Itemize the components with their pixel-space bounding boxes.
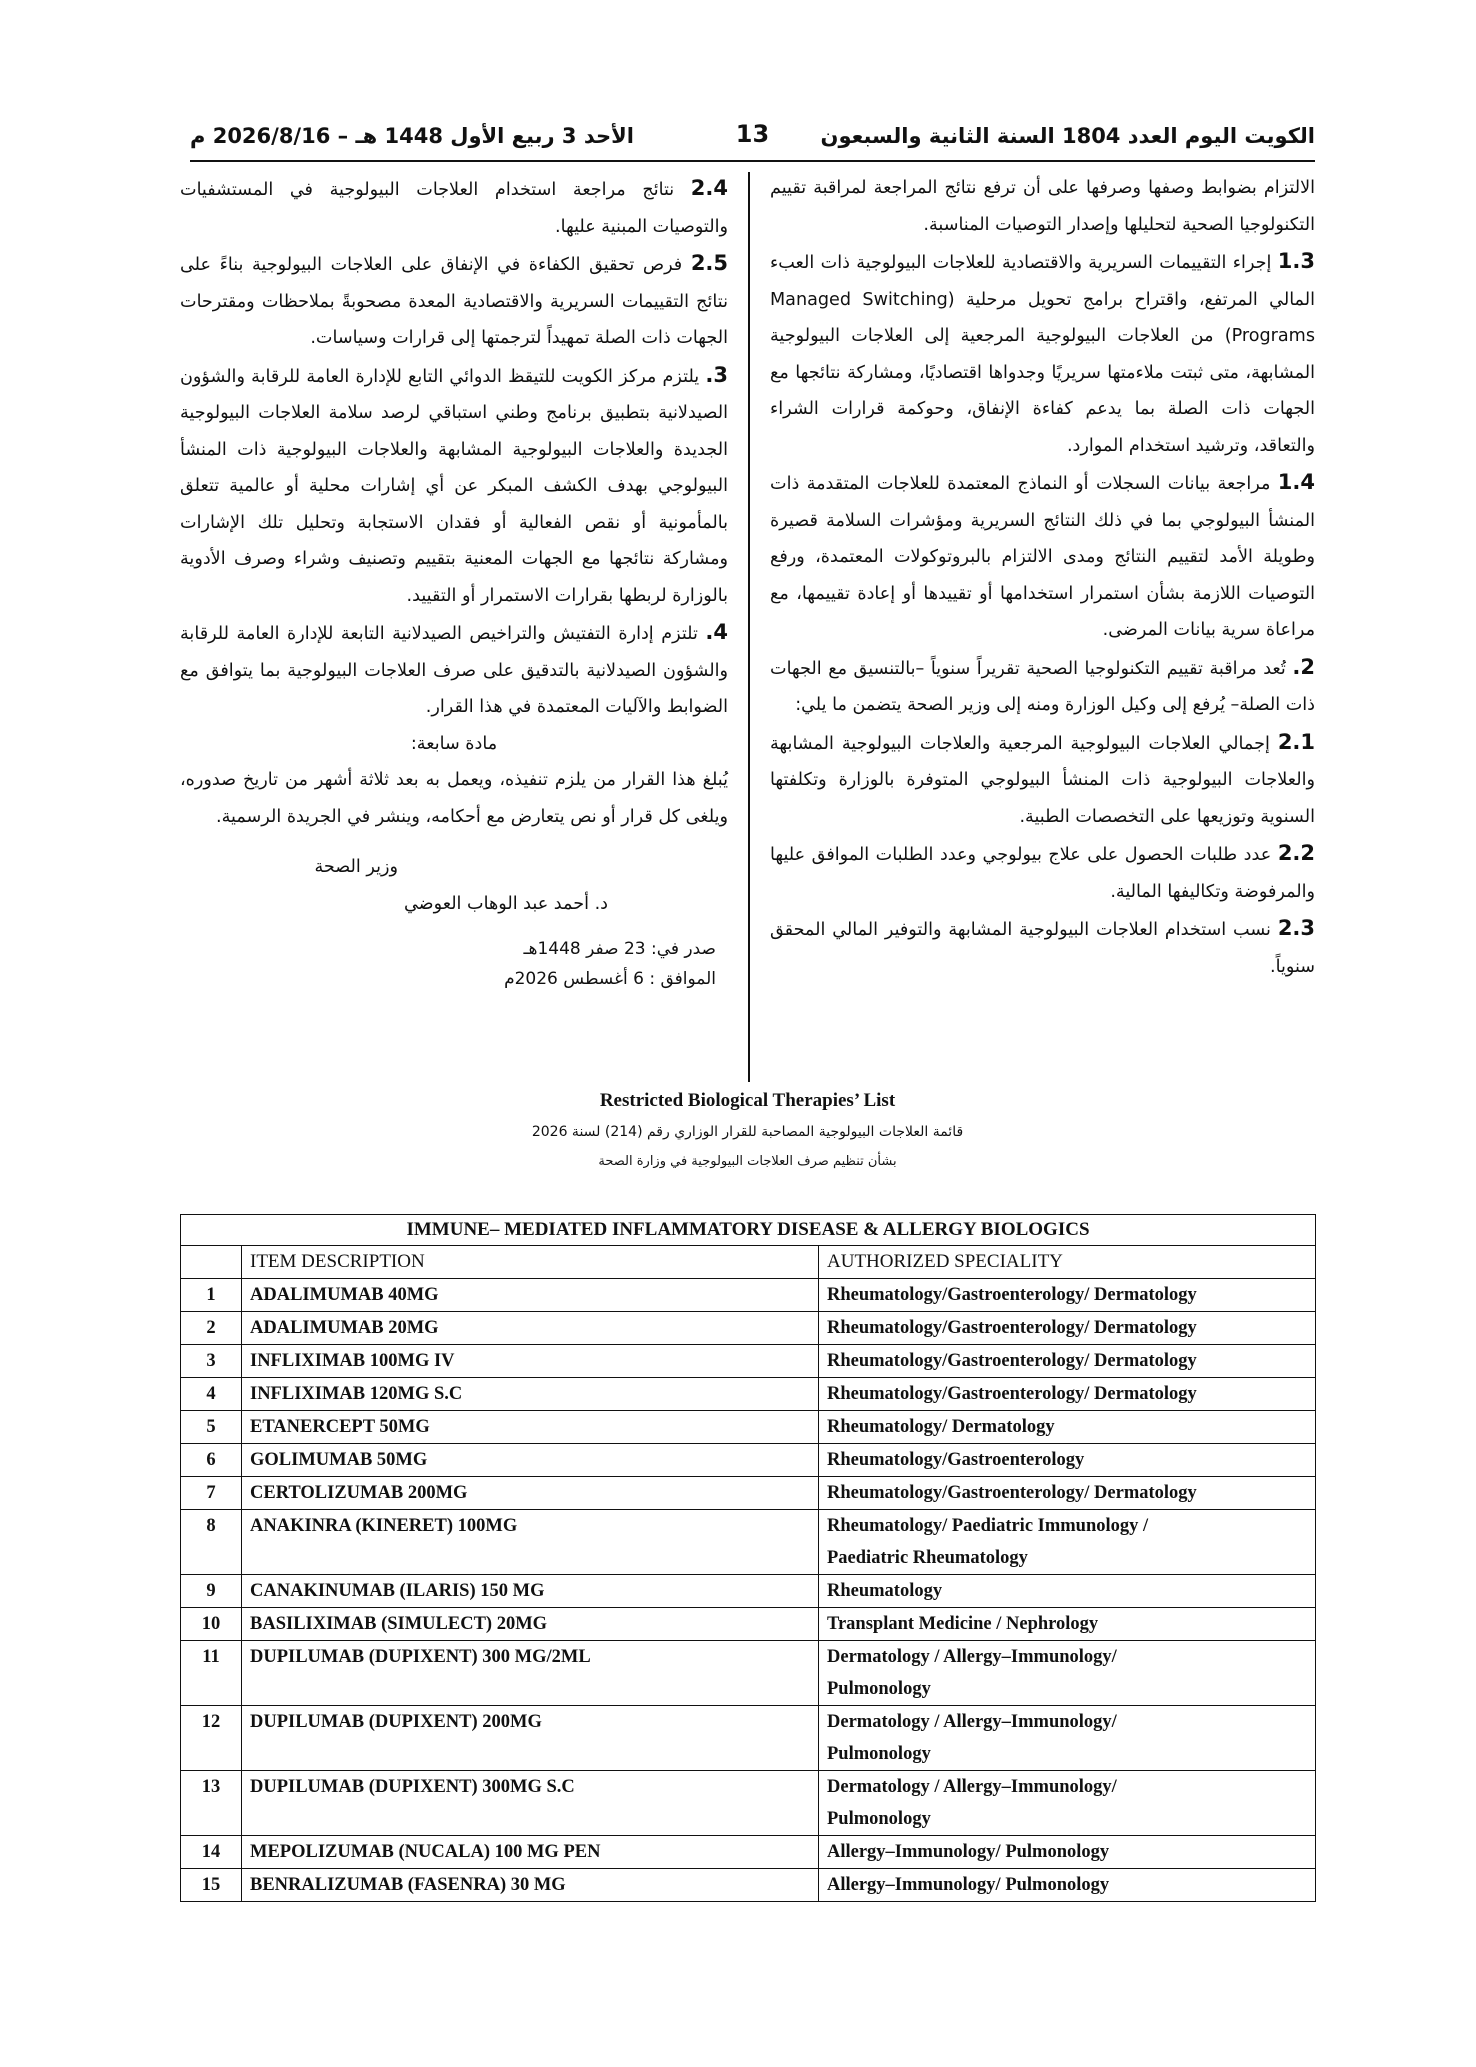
speciality-line: Dermatology / Allergy–Immunology/: [827, 1777, 1117, 1797]
left-column: [180, 170, 728, 994]
row-number: 7: [181, 1477, 242, 1510]
row-number: 9: [181, 1575, 242, 1608]
speciality-line: Pulmonology: [827, 1809, 931, 1829]
issued-date-gregorian: الموافق : 6 أغسطس 2026م: [504, 969, 716, 989]
paragraph-text: نسب استخدام العلاجات البيولوجية المشابهة والتوفير المالي المحقق سنوياً.: [770, 920, 1315, 977]
right-column: [770, 170, 1315, 985]
table-row: [181, 1706, 1316, 1771]
speciality-line: Rheumatology: [827, 1581, 943, 1601]
paragraph: [770, 464, 1315, 649]
speciality-line: Allergy–Immunology/ Pulmonology: [827, 1842, 1110, 1862]
paragraph: [770, 724, 1315, 836]
paragraph-text: مراجعة بيانات السجلات أو النماذج المعتمدة للعلاجات المتقدمة ذات المنشأ البيولوجي بما في ذلك النتائج السريرية ومؤشرات السلامة قصيرة وطويلة الأمد لتقييم النتائج ومدى الالتزام بالبروتوكولات المعتمدة، ورفع التوصيات اللازمة بشأن استمرار استخدامها أو تقييدها أو إعادة تقييمها، مع مراعاة سرية بيانات المرضى.: [770, 474, 1315, 640]
authorized-speciality: [819, 1510, 1316, 1575]
table-row: [181, 1771, 1316, 1836]
paragraph: [770, 649, 1315, 724]
table-row: [181, 1608, 1316, 1641]
row-number: 8: [181, 1510, 242, 1575]
authorized-speciality: [819, 1477, 1316, 1510]
list-subtitle: قائمة العلاجات البيولوجية المصاحبة للقرار الوزاري رقم (214) لسنة 2026: [531, 1124, 964, 1140]
item-description: ADALIMUMAB 40MG: [242, 1279, 819, 1312]
header-item-description: ITEM DESCRIPTION: [242, 1246, 819, 1279]
paragraph-number: 2.: [1292, 654, 1315, 679]
paragraph: [180, 170, 728, 245]
article-text: يُبلغ هذا القرار من يلزم تنفيذه، ويعمل به بعد ثلاثة أشهر من تاريخ صدوره، ويلغى كل قرار أو نص يتعارض مع أحكامه، وينشر في الجريدة الرسمية.: [180, 770, 728, 827]
paragraph-text: تُعد مراقبة تقييم التكنولوجيا الصحية تقريراً سنوياً –بالتنسيق مع الجهات ذات الصلة– يُرفع إلى وكيل الوزارة ومنه إلى وزير الصحة يتضمن ما يلي:: [770, 658, 1315, 715]
table-row: [181, 1477, 1316, 1510]
table-row: [181, 1869, 1316, 1902]
speciality-line: Pulmonology: [827, 1679, 931, 1699]
table-caption-row: [181, 1215, 1316, 1246]
table-row: [181, 1345, 1316, 1378]
paragraph: [770, 910, 1315, 985]
header-number: [181, 1246, 242, 1279]
paragraph-number: 4.: [705, 620, 729, 644]
authorized-speciality: [819, 1411, 1316, 1444]
item-description: GOLIMUMAB 50MG: [242, 1444, 819, 1477]
authorized-speciality: [819, 1836, 1316, 1869]
paragraph-text: فرص تحقيق الكفاءة في الإنفاق على العلاجات البيولوجية بناءً على نتائج التقييمات السريرية والاقتصادية المعدة مصحوبةً بملاحظات ومقترحات الجهات ذات الصلة تمهيداً لترجمتها إلى قرارات وسياسات.: [180, 255, 728, 348]
paragraph-number: 3.: [705, 362, 729, 387]
paragraph: [180, 614, 728, 726]
header-authorized-speciality: AUTHORIZED SPECIALITY: [819, 1246, 1316, 1279]
speciality-line: Rheumatology/Gastroenterology/ Dermatology: [827, 1318, 1197, 1338]
authorized-speciality: [819, 1575, 1316, 1608]
authorized-speciality: [819, 1771, 1316, 1836]
speciality-line: Dermatology / Allergy–Immunology/: [827, 1712, 1117, 1732]
paragraph-number: 2.2: [1277, 841, 1316, 865]
authorized-speciality: [819, 1706, 1316, 1771]
table-row: [181, 1575, 1316, 1608]
item-description: ADALIMUMAB 20MG: [242, 1312, 819, 1345]
speciality-line: Rheumatology/Gastroenterology: [827, 1450, 1085, 1470]
row-number: 12: [181, 1706, 242, 1771]
paragraph-text: إجراء التقييمات السريرية والاقتصادية للعلاجات البيولوجية ذات العبء المالي المرتفع، واقتراح برامج تحويل مرحلية (Managed Switching Programs) من العلاجات البيولوجية المرجعية إلى العلاجات البيولوجية المشابهة، متى ثبتت ملاءمتها سريريًا وجدواها اقتصاديًا، ومشاركة نتائجها مع الجهات ذات الصلة بما يدعم كفاءة الإنفاق، وحوكمة قرارات الشراء والتعاقد، وترشيد استخدام الموارد.: [770, 253, 1315, 456]
paragraph-text: إجمالي العلاجات البيولوجية المرجعية والعلاجات البيولوجية المشابهة والعلاجات البيولوجية ذات المنشأ البيولوجي المتوفرة بالوزارة وتكلفتها السنوية وتوزيعها على التخصصات الطبية.: [770, 733, 1315, 827]
authorized-speciality: [819, 1608, 1316, 1641]
paragraph: [770, 243, 1315, 464]
article-heading: مادة سابعة:: [410, 733, 498, 754]
paragraph-text: عدد طلبات الحصول على علاج بيولوجي وعدد الطلبات الموافق عليها والمرفوضة وتكاليفها المالية.: [770, 845, 1315, 902]
speciality-line: Dermatology / Allergy–Immunology/: [827, 1647, 1117, 1667]
signature-title: وزير الصحة: [314, 857, 398, 877]
speciality-line: Rheumatology/Gastroenterology/ Dermatology: [827, 1483, 1197, 1503]
paragraph-number: 2.1: [1277, 729, 1316, 754]
table-row: [181, 1312, 1316, 1345]
item-description: INFLIXIMAB 120MG S.C: [242, 1378, 819, 1411]
table-row: [181, 1279, 1316, 1312]
paragraph: [180, 357, 728, 615]
paragraph: [770, 835, 1315, 910]
table-row: [181, 1444, 1316, 1477]
list-title: Restricted Biological Therapies’ List: [599, 1090, 896, 1111]
authorized-speciality: [819, 1641, 1316, 1706]
table-caption: IMMUNE– MEDIATED INFLAMMATORY DISEASE & ALLERGY BIOLOGICS: [181, 1215, 1316, 1246]
speciality-line: Pulmonology: [827, 1744, 931, 1764]
row-number: 3: [181, 1345, 242, 1378]
paragraph-text: يلتزم مركز الكويت للتيقظ الدوائي التابع للإدارة العامة للرقابة والشؤون الصيدلانية بتطبيق برنامج وطني استباقي لرصد سلامة العلاجات البيولوجية الجديدة والعلاجات البيولوجية المشابهة والعلاجات البيولوجية ذات المنشأ البيولوجي بهدف الكشف المبكر عن أي إشارات محلية أو عالمية تتعلق بالمأمونية أو نقص الفعالية أو فقدان الاستجابة وتحليل تلك الإشارات ومشاركة نتائجها مع الجهات المعنية بتقييم وتصنيف وشراء وصرف الأدوية بالوزارة لربطها بقرارات الاستمرار أو التقييد.: [180, 366, 728, 606]
row-number: 10: [181, 1608, 242, 1641]
paragraph: [180, 245, 728, 357]
item-description: ANAKINRA (KINERET) 100MG: [242, 1510, 819, 1575]
speciality-line: Rheumatology/Gastroenterology/ Dermatology: [827, 1351, 1197, 1371]
item-description: DUPILUMAB (DUPIXENT) 300MG S.C: [242, 1771, 819, 1836]
item-description: CERTOLIZUMAB 200MG: [242, 1477, 819, 1510]
authorized-speciality: [819, 1279, 1316, 1312]
item-description: MEPOLIZUMAB (NUCALA) 100 MG PEN: [242, 1836, 819, 1869]
row-number: 4: [181, 1378, 242, 1411]
authorized-speciality: [819, 1444, 1316, 1477]
row-number: 6: [181, 1444, 242, 1477]
speciality-line: Rheumatology/Gastroenterology/ Dermatology: [827, 1285, 1197, 1305]
paragraph-text: نتائج مراجعة استخدام العلاجات البيولوجية في المستشفيات والتوصيات المبنية عليها.: [180, 180, 728, 237]
signature-name: د. أحمد عبد الوهاب العوضي: [404, 893, 608, 914]
paragraph-number: 2.4: [690, 176, 728, 200]
table-row: [181, 1510, 1316, 1575]
paragraph-text: الالتزام بضوابط وصفها وصرفها على أن ترفع نتائج المراجعة لمراقبة تقييم التكنولوجيا الصحية لتحليلها وإصدار التوصيات المناسبة.: [770, 178, 1315, 235]
item-description: DUPILUMAB (DUPIXENT) 200MG: [242, 1706, 819, 1771]
column-divider: [748, 172, 750, 1082]
paragraph-number: 2.5: [690, 251, 729, 275]
speciality-line: Rheumatology/Gastroenterology/ Dermatology: [827, 1384, 1197, 1404]
row-number: 15: [181, 1869, 242, 1902]
item-description: ETANERCEPT 50MG: [242, 1411, 819, 1444]
table-body: [181, 1279, 1316, 1902]
speciality-line: Rheumatology/ Dermatology: [827, 1417, 1055, 1437]
header-date: الأحد 3 ربيع الأول 1448 هـ – 2026/8/16 م: [190, 124, 634, 148]
paragraph-number: 1.3: [1277, 249, 1315, 273]
paragraph-number: 1.4: [1277, 470, 1315, 494]
row-number: 1: [181, 1279, 242, 1312]
row-number: 14: [181, 1836, 242, 1869]
speciality-line: Paediatric Rheumatology: [827, 1548, 1028, 1568]
table-row: [181, 1836, 1316, 1869]
item-description: INFLIXIMAB 100MG IV: [242, 1345, 819, 1378]
authorized-speciality: [819, 1312, 1316, 1345]
table-row: [181, 1641, 1316, 1706]
item-description: BASILIXIMAB (SIMULECT) 20MG: [242, 1608, 819, 1641]
paragraph: [770, 170, 1315, 243]
authorized-speciality: [819, 1345, 1316, 1378]
item-description: CANAKINUMAB (ILARIS) 150 MG: [242, 1575, 819, 1608]
row-number: 5: [181, 1411, 242, 1444]
paragraph-number: 2.3: [1277, 916, 1316, 940]
table-row: [181, 1411, 1316, 1444]
row-number: 13: [181, 1771, 242, 1836]
authorized-speciality: [819, 1378, 1316, 1411]
table-row: [181, 1378, 1316, 1411]
left-column-paragraphs: [180, 170, 728, 726]
header-rule: [190, 160, 1315, 162]
list-subtitle-2: بشأن تنظيم صرف العلاجات البيولوجية في وزارة الصحة: [598, 1154, 897, 1169]
row-number: 2: [181, 1312, 242, 1345]
speciality-line: Transplant Medicine / Nephrology: [827, 1614, 1099, 1634]
signature-block: [180, 849, 728, 922]
row-number: 11: [181, 1641, 242, 1706]
paragraph-text: تلتزم إدارة التفتيش والتراخيص الصيدلانية التابعة للإدارة العامة للرقابة والشؤون الصيدلانية بالتدقيق على صرف العلاجات البيولوجية بما يتوافق مع الضوابط والآليات المعتمدة في هذا القرار.: [180, 624, 728, 717]
running-header: [190, 118, 1315, 158]
issued-date-hijri: صدر في: 23 صفر 1448هـ: [523, 939, 716, 959]
issued-block: [180, 934, 728, 994]
table-header-row: [181, 1246, 1316, 1279]
speciality-line: Rheumatology/ Paediatric Immunology /: [827, 1516, 1149, 1536]
authorized-speciality: [819, 1869, 1316, 1902]
header-issue-info: الكويت اليوم العدد 1804 السنة الثانية والسبعون: [820, 124, 1315, 148]
item-description: DUPILUMAB (DUPIXENT) 300 MG/2ML: [242, 1641, 819, 1706]
item-description: BENRALIZUMAB (FASENRA) 30 MG: [242, 1869, 819, 1902]
speciality-line: Allergy–Immunology/ Pulmonology: [827, 1875, 1110, 1895]
biologics-table: [180, 1214, 1316, 1902]
page-number: 13: [735, 120, 770, 148]
